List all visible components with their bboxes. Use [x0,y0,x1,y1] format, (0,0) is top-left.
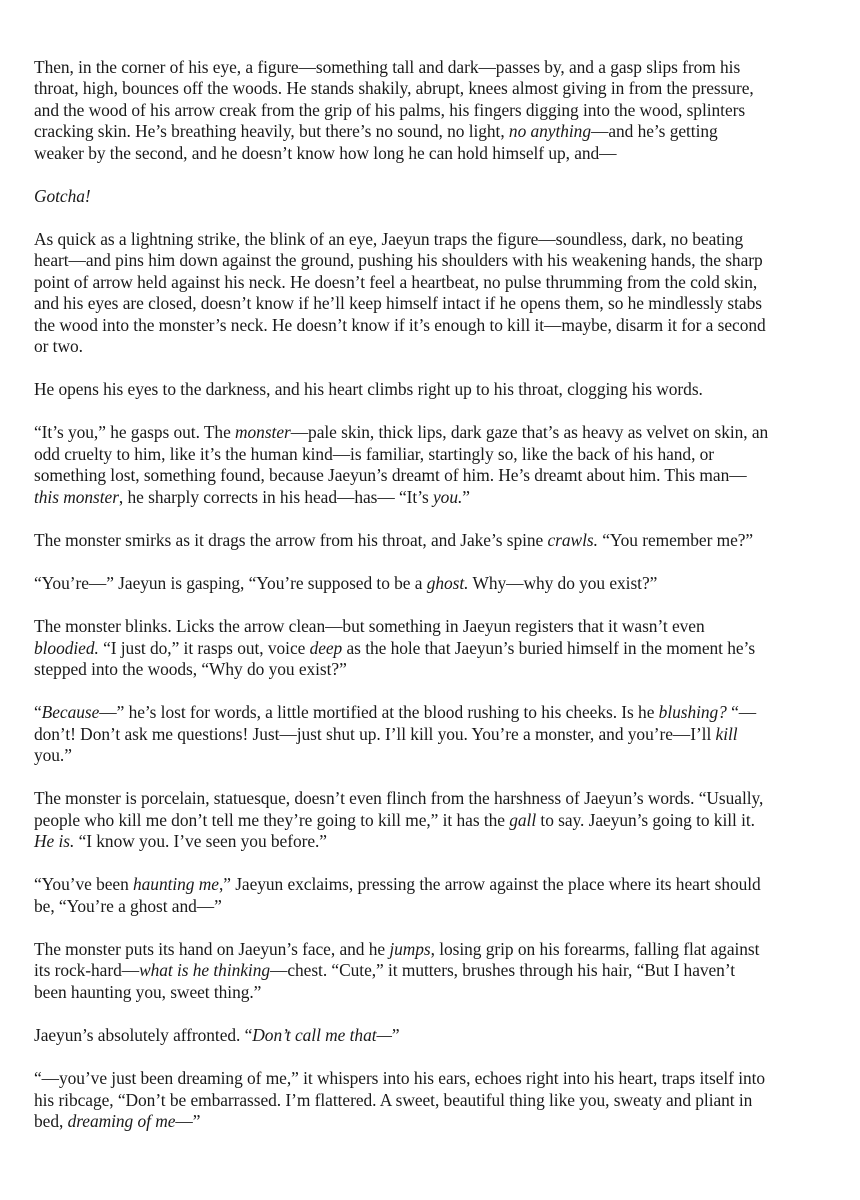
body-text: “You’ve been [34,874,134,895]
emphasis-text: jumps [389,938,431,959]
story-paragraph [34,573,846,594]
story-paragraph [34,379,846,400]
body-text: “I know you. I’ve seen you before.” [74,831,327,852]
body-text: , losing grip on his forearms, falling flat against its rock-hard— [34,938,760,981]
emphasis-text: what is he thinking [139,960,270,981]
emphasis-text: He is. [34,831,75,852]
emphasis-text: you. [433,486,463,507]
body-text: Jaeyun’s absolutely affronted. “ [34,1024,253,1045]
body-text: “— don’t! Don’t ask me questions! Just—just shut up. I’ll kill you. You’re a monster, and you’re—I’ll [34,702,757,744]
emphasis-text: crawls. [547,529,598,550]
body-text: The monster smirks as it drags the arrow from his throat, and Jake’s spine [34,529,548,550]
emphasis-text: Because [41,702,100,723]
story-paragraph [34,874,846,917]
body-text: “You’re—” Jaeyun is gasping, “You’re supposed to be a [34,573,427,594]
story-paragraph [34,788,846,852]
emphasis-text: bloodied. [34,637,99,658]
body-text: “I just do,” it rasps out, voice [98,637,310,658]
body-text: ” [391,1024,400,1045]
story-paragraph [34,702,846,766]
emphasis-text: blushing? [658,702,727,723]
emphasis-text: kill [715,723,738,744]
emphasis-text: gall [509,809,537,830]
body-text: As quick as a lightning strike, the blink of an eye, Jaeyun traps the figure—soundless, dark, no beating heart—and pins him down against the ground, pushing his shoulders with his weakening hands, the sharp point of arrow held against his neck. He doesn’t feel a heartbeat, no pulse thrumming from the cold skin, and his eyes are closed, doesn’t know if he’ll keep himself intact if he opens them, so he mindlessly stabs the wood into the monster’s neck. He doesn’t know if it’s enough to kill it—maybe, disarm it for a second or two. [34,229,766,357]
story-paragraph [34,939,846,1003]
story-paragraph [34,1025,846,1046]
body-text: Why—why do you exist?” [468,573,658,594]
story-paragraph [34,422,846,508]
emphasis-text: Don’t call me that— [252,1024,392,1045]
body-text: —chest. “Cute,” it mutters, brushes through his hair, “But I haven’t been haunting you, sweet thing.” [34,960,736,1002]
body-text: Then, in the corner of his eye, a figure—something tall and dark—passes by, and a gasp slips from his throat, high, bounces off the woods. He stands shakily, abrupt, knees almost giving in from the pressure, and the wood of his arrow creak from the grip of his palms, his fingers digging into the wood, splinters cracking skin. He’s breathing heavily, but there’s no sound, no light, [34,57,754,142]
emphasis-text: dreaming of me [67,1110,176,1131]
body-text: “You remember me?” [597,529,754,550]
body-text: “—you’ve just been dreaming of me,” it whispers into his ears, echoes right into his heart, traps itself into his ribcage, “Don’t be embarrassed. I’m flattered. A sweet, beautiful thing like you, sweaty and pliant in bed, [34,1068,766,1131]
body-text: ,” Jaeyun exclaims, pressing the arrow against the place where its heart should be, “You’re a ghost and—” [34,874,761,916]
body-text: you.” [34,745,72,766]
emphasis-text: this monster [34,486,119,507]
body-text: —” he’s lost for words, a little mortified at the blood rushing to his cheeks. Is he [99,702,659,723]
body-text: He opens his eyes to the darkness, and his heart climbs right up to his throat, clogging his words. [34,379,703,400]
emphasis-text: ghost. [426,573,469,594]
emphasis-text: deep [309,637,343,658]
emphasis-text: monster [235,422,291,443]
story-paragraph [34,616,846,680]
emphasis-text: no anything [508,121,591,142]
story-paragraph [34,57,846,164]
body-text: to say. Jaeyun’s going to kill it. [540,809,755,830]
story-paragraph [34,1068,846,1132]
body-text: “It’s you,” he gasps out. The [34,422,236,443]
body-text: , he sharply corrects in his head—has— “It’s [118,486,433,507]
story-paragraph [34,186,846,207]
body-text: The monster is porcelain, statuesque, doesn’t even flinch from the harshness of Jaeyun’s words. “Usually, people who kill me don’t tell me they’re going to kill me,” it has the [34,788,764,830]
body-text: as the hole that Jaeyun’s buried himself in the moment he’s stepped into the woods, “Why do you exist?” [34,637,756,680]
body-text: —” [175,1110,201,1131]
emphasis-text: haunting me [133,874,219,895]
body-text: The monster blinks. Licks the arrow clean—but something in Jaeyun registers that it wasn’t even [34,616,705,637]
body-text: ” [462,486,470,507]
body-text: —and he’s getting weaker by the second, and he doesn’t know how long he can hold himself up, and— [34,121,718,163]
story-paragraph [34,530,846,551]
body-text: —pale skin, thick lips, dark gaze that’s as heavy as velvet on skin, an odd cruelty to him, like it’s the human kind—is familiar, startingly so, like the back of his hand, or something lost, something found, because Jaeyun’s dreamt of him. He’s dreamt about him. This man— [34,422,769,486]
emphasis-text: Gotcha! [34,185,91,206]
body-text: “ [34,702,42,723]
story-paragraph [34,229,846,357]
body-text: The monster puts its hand on Jaeyun’s face, and he [34,938,390,959]
